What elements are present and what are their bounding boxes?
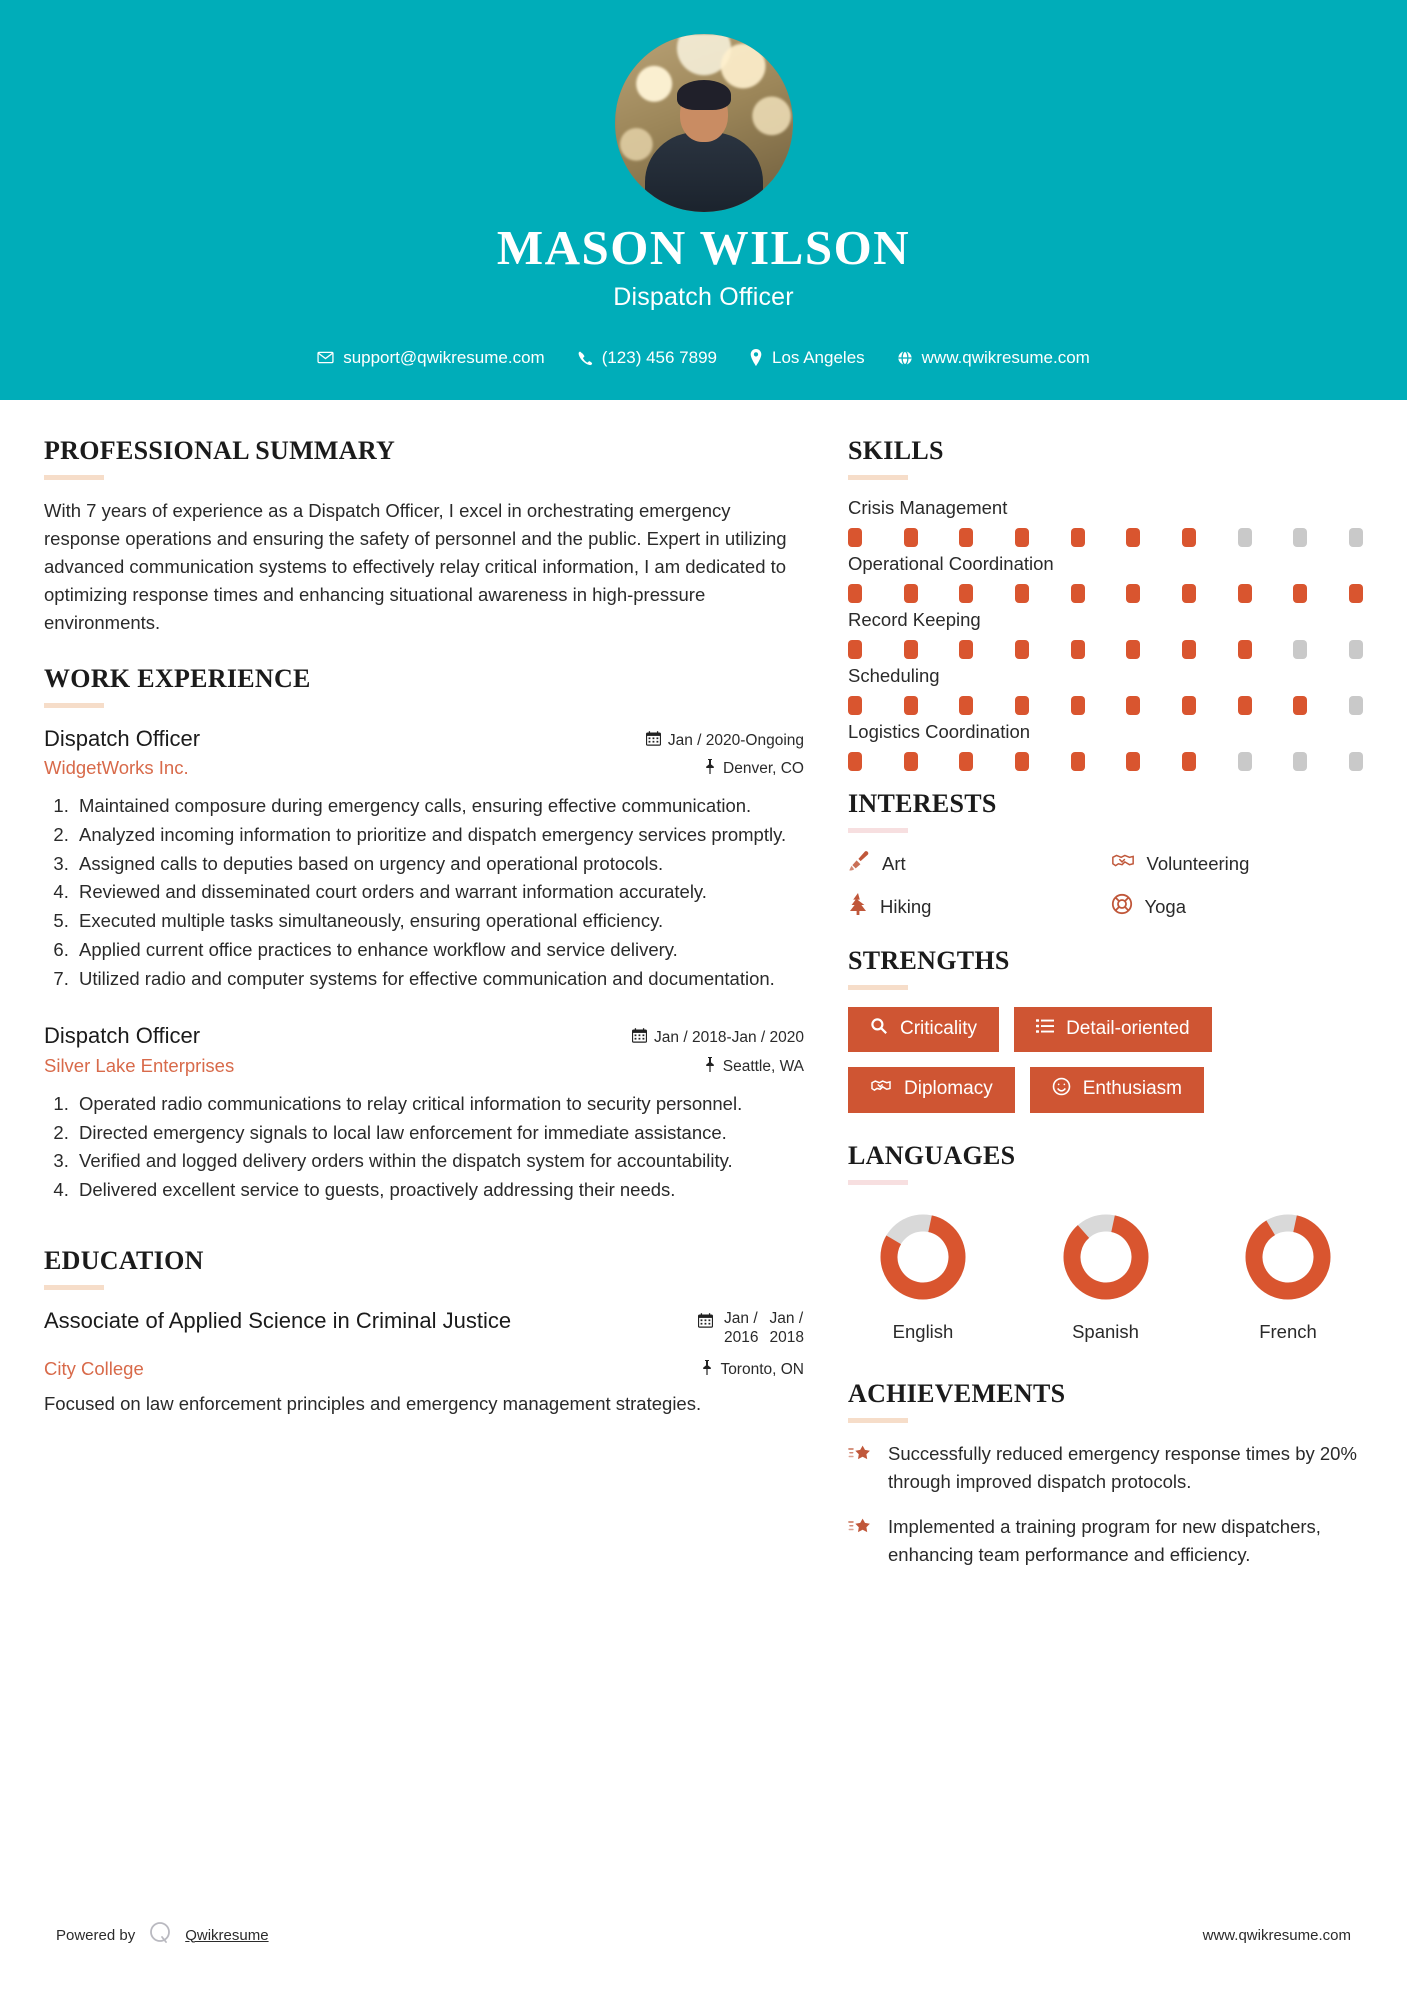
avatar-hair xyxy=(677,80,731,110)
powered-by-label: Powered by xyxy=(56,1926,136,1944)
skill-dot-filled xyxy=(904,640,918,659)
strength-label: Detail-oriented xyxy=(1066,1017,1190,1039)
skill-rating xyxy=(848,528,1363,547)
contact-bar xyxy=(0,348,1407,368)
section-title: INTERESTS xyxy=(848,789,997,818)
strength-tag-detail-oriented[interactable] xyxy=(1014,1007,1212,1052)
envelope-icon xyxy=(317,349,334,366)
list-item: 4. Reviewed and disseminated court orders and warrant information accurately. xyxy=(74,878,804,906)
education-date-start-year: 2016 xyxy=(724,1329,759,1347)
interest-item-yoga xyxy=(1111,893,1364,920)
contact-email-text: support@qwikresume.com xyxy=(343,347,545,367)
strength-tag-criticality[interactable] xyxy=(848,1007,999,1052)
skill-dot-filled xyxy=(904,584,918,603)
section-title: SKILLS xyxy=(848,436,944,465)
skills-list xyxy=(848,497,1363,771)
skill-dot-filled xyxy=(904,528,918,547)
strength-tag-diplomacy[interactable] xyxy=(848,1067,1015,1113)
contact-website[interactable] xyxy=(881,348,1106,368)
skill-dot-empty xyxy=(1293,640,1307,659)
list-item: 2. Analyzed incoming information to prioritize and dispatch emergency services promptly. xyxy=(74,821,804,849)
skill-dot-filled xyxy=(848,584,862,603)
skill-dot-filled xyxy=(1071,752,1085,771)
shooting-star-icon xyxy=(848,1513,874,1569)
page-title: MASON WILSON xyxy=(496,220,911,275)
language-item xyxy=(1213,1207,1363,1343)
skill-dot-empty xyxy=(1349,696,1363,715)
skill-dot-filled xyxy=(904,696,918,715)
section-professional-summary xyxy=(44,436,804,638)
list-item: 2. Directed emergency signals to local law enforcement for immediate assistance. xyxy=(74,1119,804,1147)
skill-dot-filled xyxy=(1015,696,1029,715)
smiley-icon xyxy=(1052,1077,1071,1102)
skill-dot-filled xyxy=(848,640,862,659)
tree-icon xyxy=(848,893,868,920)
skill-dot-filled xyxy=(1182,752,1196,771)
work-dates xyxy=(646,727,804,751)
contact-location-text: Los Angeles xyxy=(772,347,865,367)
education-entry xyxy=(44,1307,804,1418)
language-item xyxy=(848,1207,998,1343)
interest-label: Art xyxy=(882,852,906,874)
education-location-text: Toronto, ON xyxy=(720,1360,804,1378)
section-rule xyxy=(44,475,104,480)
skill-dot-filled xyxy=(1126,752,1140,771)
section-skills xyxy=(848,436,1363,771)
resume-header xyxy=(0,0,1407,400)
life-ring-icon xyxy=(1111,893,1133,920)
language-donut-chart xyxy=(873,1207,973,1307)
map-pin-icon xyxy=(749,349,763,366)
list-item: 5. Executed multiple tasks simultaneously, ensuring operational efficiency. xyxy=(74,907,804,935)
list-item: 7. Utilized radio and computer systems for effective communication and documentation. xyxy=(74,965,804,993)
section-education xyxy=(44,1246,804,1418)
strength-label: Criticality xyxy=(900,1017,978,1039)
work-bullet-list xyxy=(44,1090,804,1204)
section-rule xyxy=(44,1285,104,1290)
education-school: City College xyxy=(44,1357,144,1379)
section-title: LANGUAGES xyxy=(848,1140,1016,1170)
skill-dot-filled xyxy=(959,696,973,715)
skill-dot-filled xyxy=(1126,640,1140,659)
education-date-end xyxy=(770,1309,804,1348)
language-label: Spanish xyxy=(1072,1320,1139,1342)
language-donut-chart xyxy=(1238,1207,1338,1307)
interest-item-art xyxy=(848,850,1101,877)
work-entry xyxy=(44,1022,804,1204)
achievement-item xyxy=(848,1440,1363,1496)
education-description: Focused on law enforcement principles and emergency management strategies. xyxy=(44,1392,702,1414)
list-item: 4. Delivered excellent service to guests, proactively addressing their needs. xyxy=(74,1176,804,1204)
qwikresume-brand-link[interactable]: Qwikresume xyxy=(185,1926,269,1944)
skill-rating xyxy=(848,640,1363,659)
work-location-text: Denver, CO xyxy=(723,760,804,778)
right-column xyxy=(848,400,1363,1587)
globe-icon xyxy=(897,350,913,366)
contact-phone[interactable] xyxy=(561,348,733,368)
shooting-star-icon xyxy=(848,1440,874,1496)
handshake-icon xyxy=(1111,850,1135,877)
education-location xyxy=(701,1360,804,1380)
skill-dot-empty xyxy=(1238,752,1252,771)
language-label: English xyxy=(892,1320,954,1342)
education-date-end-year: 2018 xyxy=(769,1329,804,1347)
skill-dot-filled xyxy=(1071,584,1085,603)
pin-icon xyxy=(704,1057,716,1077)
work-job-title: Dispatch Officer xyxy=(44,1023,201,1049)
section-rule xyxy=(848,475,908,480)
skill-dot-filled xyxy=(1126,528,1140,547)
phone-icon xyxy=(577,350,593,366)
skill-dot-filled xyxy=(959,584,973,603)
powered-by-block xyxy=(56,1920,269,1950)
work-dates xyxy=(632,1024,804,1048)
skill-dot-empty xyxy=(1349,752,1363,771)
skill-dot-filled xyxy=(959,640,973,659)
paint-brush-icon xyxy=(848,850,870,877)
skill-row xyxy=(848,721,1363,771)
education-date-start-month: Jan / xyxy=(724,1309,758,1327)
achievement-text: Successfully reduced emergency response times by 20% through improved dispatch protocols. xyxy=(888,1442,1357,1492)
skill-dot-filled xyxy=(1015,752,1029,771)
language-donut-chart xyxy=(1056,1207,1156,1307)
pin-icon xyxy=(704,759,716,779)
qwikresume-logo-icon xyxy=(147,1920,173,1950)
section-rule xyxy=(848,828,908,833)
work-location-text: Seattle, WA xyxy=(722,1057,804,1075)
left-column xyxy=(44,400,804,1587)
skill-rating xyxy=(848,752,1363,771)
list-icon xyxy=(1036,1017,1054,1041)
contact-location[interactable] xyxy=(733,348,881,368)
skill-row xyxy=(848,609,1363,659)
skill-dot-filled xyxy=(1071,696,1085,715)
education-dates xyxy=(698,1307,804,1348)
section-languages xyxy=(848,1141,1363,1343)
skill-row xyxy=(848,497,1363,547)
section-strengths xyxy=(848,946,1363,1113)
skill-dot-filled xyxy=(1182,640,1196,659)
language-label: French xyxy=(1259,1320,1317,1342)
section-title: PROFESSIONAL SUMMARY xyxy=(44,436,396,465)
list-item: 3. Assigned calls to deputies based on urgency and operational protocols. xyxy=(74,850,804,878)
skill-dot-empty xyxy=(1293,752,1307,771)
skill-dot-filled xyxy=(848,752,862,771)
work-location xyxy=(704,759,804,779)
list-item: 1. Maintained composure during emergency calls, ensuring effective communication. xyxy=(74,792,804,820)
strength-label: Diplomacy xyxy=(904,1077,993,1099)
skill-dot-filled xyxy=(1238,584,1252,603)
strength-label: Enthusiasm xyxy=(1082,1077,1182,1099)
skill-dot-filled xyxy=(848,528,862,547)
skill-dot-filled xyxy=(1238,696,1252,715)
strength-tag-enthusiasm[interactable] xyxy=(1030,1067,1204,1113)
job-role-subtitle: Dispatch Officer xyxy=(613,282,794,311)
work-dates-text: Jan / 2020-Ongoing xyxy=(667,731,804,749)
skill-dot-filled xyxy=(1015,528,1029,547)
contact-phone-text: (123) 456 7899 xyxy=(601,347,718,367)
avatar xyxy=(615,34,793,212)
skill-label: Record Keeping xyxy=(848,609,981,630)
education-date-start xyxy=(724,1309,758,1348)
section-title: ACHIEVEMENTS xyxy=(848,1378,1066,1408)
interest-item-volunteering xyxy=(1111,850,1364,877)
skill-dot-filled xyxy=(904,752,918,771)
skill-dot-empty xyxy=(1349,640,1363,659)
skill-dot-filled xyxy=(1015,640,1029,659)
skill-label: Scheduling xyxy=(848,665,940,686)
work-organization: Silver Lake Enterprises xyxy=(44,1054,235,1076)
interest-label: Volunteering xyxy=(1146,852,1250,874)
calendar-icon xyxy=(646,731,661,751)
strengths-list xyxy=(848,1007,1363,1113)
skill-dot-filled xyxy=(1071,528,1085,547)
skill-row xyxy=(848,665,1363,715)
section-title: STRENGTHS xyxy=(848,946,1010,975)
skill-dot-filled xyxy=(1238,640,1252,659)
search-icon xyxy=(870,1017,888,1041)
achievement-text: Implemented a training program for new dispatchers, enhancing team performance and efficiency. xyxy=(888,1516,1321,1566)
education-date-end-month: Jan / xyxy=(769,1309,804,1327)
avatar-torso xyxy=(645,132,763,212)
section-rule xyxy=(848,985,908,990)
skill-dot-empty xyxy=(1238,528,1252,547)
section-title: WORK EXPERIENCE xyxy=(44,663,311,693)
work-entry xyxy=(44,725,804,993)
skill-label: Logistics Coordination xyxy=(848,721,1031,742)
interest-item-hiking xyxy=(848,893,1101,920)
skill-dot-filled xyxy=(1126,584,1140,603)
skill-dot-filled xyxy=(1182,696,1196,715)
section-title: EDUCATION xyxy=(44,1245,204,1275)
work-dates-text: Jan / 2018-Jan / 2020 xyxy=(654,1029,804,1047)
skill-label: Crisis Management xyxy=(848,497,1008,518)
skill-label: Operational Coordination xyxy=(848,553,1054,574)
skill-rating xyxy=(848,696,1363,715)
calendar-icon xyxy=(698,1309,713,1333)
language-item xyxy=(1031,1207,1181,1343)
section-rule xyxy=(848,1418,908,1423)
interest-label: Hiking xyxy=(880,895,932,917)
interest-label: Yoga xyxy=(1144,895,1187,917)
summary-text: With 7 years of experience as a Dispatch Officer, I excel in orchestrating emergency response operations and ensuring the safety of personnel and the public. Expert in utilizing advanced communication systems to effectively relay critical information, I am dedicated to optimizing response times and enhancing situational awareness in high-pressure environments. xyxy=(44,500,787,634)
list-item: 6. Applied current office practices to enhance workflow and service delivery. xyxy=(74,936,804,964)
skill-rating xyxy=(848,584,1363,603)
skill-dot-empty xyxy=(1349,528,1363,547)
work-job-title: Dispatch Officer xyxy=(44,725,201,751)
skill-dot-filled xyxy=(959,528,973,547)
list-item: 1. Operated radio communications to relay critical information to security personnel. xyxy=(74,1090,804,1118)
work-organization: WidgetWorks Inc. xyxy=(44,757,189,779)
skill-dot-filled xyxy=(959,752,973,771)
contact-email[interactable] xyxy=(301,348,561,368)
work-bullet-list xyxy=(44,792,804,992)
skill-dot-filled xyxy=(1015,584,1029,603)
skill-dot-filled xyxy=(1182,584,1196,603)
skill-dot-filled xyxy=(1293,696,1307,715)
section-interests xyxy=(848,789,1363,920)
skill-dot-filled xyxy=(848,696,862,715)
section-rule xyxy=(44,703,104,708)
footer-website[interactable]: www.qwikresume.com xyxy=(1202,1926,1351,1944)
work-location xyxy=(704,1057,804,1077)
page-footer xyxy=(0,1920,1407,1950)
handshake-icon xyxy=(870,1077,892,1101)
section-achievements xyxy=(848,1379,1363,1569)
interests-grid xyxy=(848,850,1363,920)
section-work-experience xyxy=(44,664,804,1204)
skill-dot-filled xyxy=(1293,584,1307,603)
skill-row xyxy=(848,553,1363,603)
skill-dot-filled xyxy=(1349,584,1363,603)
list-item: 3. Verified and logged delivery orders within the dispatch system for accountability. xyxy=(74,1147,804,1175)
education-degree: Associate of Applied Science in Criminal Justice xyxy=(44,1307,512,1333)
achievement-item xyxy=(848,1513,1363,1569)
section-rule xyxy=(848,1180,908,1185)
pin-icon xyxy=(701,1360,713,1380)
skill-dot-filled xyxy=(1182,528,1196,547)
skill-dot-empty xyxy=(1293,528,1307,547)
resume-body xyxy=(0,400,1407,1587)
contact-website-text: www.qwikresume.com xyxy=(921,347,1090,367)
languages-list xyxy=(848,1207,1363,1343)
skill-dot-filled xyxy=(1071,640,1085,659)
skill-dot-filled xyxy=(1126,696,1140,715)
calendar-icon xyxy=(632,1028,647,1048)
